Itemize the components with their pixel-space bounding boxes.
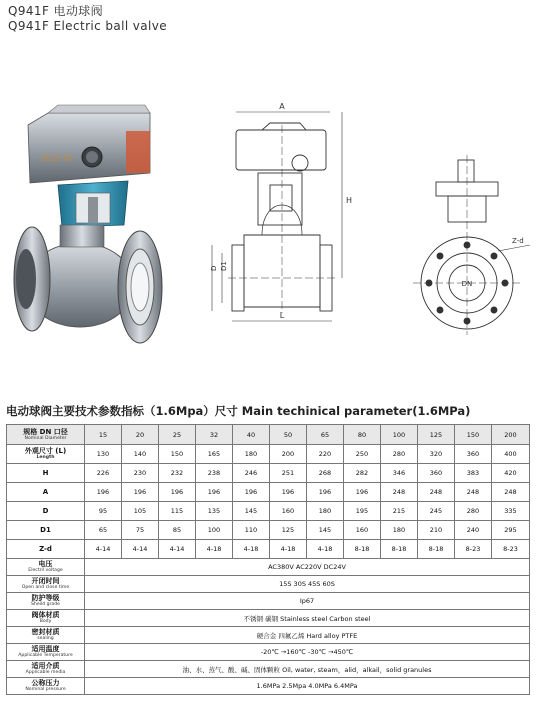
dimension-D-label: D bbox=[210, 265, 218, 271]
table-cell: 360 bbox=[455, 445, 492, 464]
table-cell: 248 bbox=[418, 483, 455, 502]
row-label-cell bbox=[7, 483, 85, 502]
valve-illustration bbox=[0, 85, 546, 350]
row-label-cell bbox=[7, 610, 85, 627]
table-cell: 280 bbox=[455, 502, 492, 521]
dimension-DN-label: DN bbox=[461, 280, 473, 288]
dimension-D1-label: D1 bbox=[220, 261, 228, 271]
table-cell: 245 bbox=[418, 502, 455, 521]
table-cell: 110 bbox=[233, 521, 270, 540]
table-row bbox=[7, 661, 530, 678]
table-cell: 4-18 bbox=[233, 540, 270, 559]
merged-value-cell: 15S 30S 45S 60S bbox=[85, 576, 530, 593]
table-cell: 140 bbox=[122, 445, 159, 464]
table-cell: 248 bbox=[455, 483, 492, 502]
row-label-en: Nominal pressure bbox=[25, 687, 66, 692]
size-header-cell: 65 bbox=[307, 425, 344, 445]
row-label: Z-d bbox=[39, 545, 52, 553]
row-label: H bbox=[42, 469, 49, 477]
merged-value-cell: 油、水、蒸气、酸、碱、固体颗粒 Oil, water, steam，alid，alkail，solid granules bbox=[85, 661, 530, 678]
table-cell: 165 bbox=[196, 445, 233, 464]
table-cell: 248 bbox=[492, 483, 530, 502]
table-cell: 4-14 bbox=[159, 540, 196, 559]
table-cell: 4-14 bbox=[85, 540, 122, 559]
row-label-zh: 密封材质 bbox=[31, 628, 60, 636]
table-cell: 4-18 bbox=[307, 540, 344, 559]
table-cell: 210 bbox=[418, 521, 455, 540]
table-cell: 215 bbox=[381, 502, 418, 521]
size-header-cell: 20 bbox=[122, 425, 159, 445]
table-cell: 268 bbox=[307, 464, 344, 483]
row-label-en: Electril voltage bbox=[28, 568, 63, 573]
table-cell: 220 bbox=[307, 445, 344, 464]
row-label-cell bbox=[7, 678, 85, 695]
table-cell: 196 bbox=[159, 483, 196, 502]
header-label-zh: 规格 DN 口径 bbox=[23, 427, 68, 436]
table-row bbox=[7, 576, 530, 593]
table-cell: 115 bbox=[159, 502, 196, 521]
table-row bbox=[7, 521, 530, 540]
row-label-en: Open and close time bbox=[21, 585, 70, 590]
row-label: D1 bbox=[40, 526, 51, 534]
merged-value-cell: 1.6MPa 2.5Mpa 4.0MPa 6.4MPa bbox=[85, 678, 530, 695]
table-cell: 196 bbox=[233, 483, 270, 502]
table-cell: 180 bbox=[307, 502, 344, 521]
row-label-en: Length bbox=[36, 455, 55, 460]
table-row bbox=[7, 483, 530, 502]
table-cell: 200 bbox=[270, 445, 307, 464]
table-cell: 4-18 bbox=[196, 540, 233, 559]
table-cell: 282 bbox=[344, 464, 381, 483]
table-cell: 335 bbox=[492, 502, 530, 521]
valve-photo bbox=[14, 105, 162, 343]
row-label-cell bbox=[7, 502, 85, 521]
table-cell: 85 bbox=[159, 521, 196, 540]
header-label-cell bbox=[7, 425, 85, 445]
row-label-zh: 适用温度 bbox=[31, 645, 60, 653]
table-cell: 150 bbox=[159, 445, 196, 464]
table-cell: 383 bbox=[455, 464, 492, 483]
table-cell: 360 bbox=[418, 464, 455, 483]
table-cell: 4-14 bbox=[122, 540, 159, 559]
table-cell: 346 bbox=[381, 464, 418, 483]
table-cell: 180 bbox=[381, 521, 418, 540]
table-cell: 320 bbox=[418, 445, 455, 464]
table-row bbox=[7, 593, 530, 610]
table-cell: 100 bbox=[196, 521, 233, 540]
table-cell: 280 bbox=[381, 445, 418, 464]
table-cell: 75 bbox=[122, 521, 159, 540]
table-cell: 8-18 bbox=[344, 540, 381, 559]
table-cell: 226 bbox=[85, 464, 122, 483]
size-header-cell: 15 bbox=[85, 425, 122, 445]
row-label: 外观尺寸 (L) bbox=[24, 447, 67, 455]
table-cell: 180 bbox=[233, 445, 270, 464]
row-label: D bbox=[42, 507, 49, 515]
dimension-H-label: H bbox=[346, 196, 353, 205]
table-row bbox=[7, 678, 530, 695]
table-cell: 295 bbox=[492, 521, 530, 540]
table-cell: 196 bbox=[196, 483, 233, 502]
table-cell: 250 bbox=[344, 445, 381, 464]
actuator-label: HLZ-10 bbox=[42, 154, 73, 163]
row-label-zh: 阀体材质 bbox=[31, 611, 60, 619]
row-label-cell bbox=[7, 593, 85, 610]
table-row bbox=[7, 464, 530, 483]
table-cell: 196 bbox=[85, 483, 122, 502]
table-cell: 240 bbox=[455, 521, 492, 540]
row-label-cell bbox=[7, 644, 85, 661]
merged-value-cell: AC380V AC220V DC24V bbox=[85, 559, 530, 576]
spec-heading: 电动球阀主要技术参数指标（1.6Mpa）尺寸 Main techinical parameter(1.6MPa) bbox=[6, 404, 471, 418]
valve-end-drawing bbox=[413, 155, 530, 335]
row-label-cell bbox=[7, 540, 85, 559]
valve-side-drawing bbox=[210, 102, 352, 321]
dimension-L-label: L bbox=[279, 311, 285, 320]
title-block bbox=[8, 4, 167, 34]
row-label-en: Sheild grade bbox=[31, 602, 60, 607]
row-label-en: Body bbox=[39, 619, 52, 624]
table-cell: 8-18 bbox=[418, 540, 455, 559]
table-cell: 196 bbox=[344, 483, 381, 502]
merged-value-cell: 硬合金 四氟乙烯 Hard alloy PTFE bbox=[85, 627, 530, 644]
table-cell: 8-18 bbox=[381, 540, 418, 559]
row-label-zh: 开闭时间 bbox=[31, 577, 60, 585]
table-cell: 251 bbox=[270, 464, 307, 483]
table-cell: 400 bbox=[492, 445, 530, 464]
table-cell: 195 bbox=[344, 502, 381, 521]
table-cell: 145 bbox=[307, 521, 344, 540]
spec-table bbox=[6, 424, 530, 695]
product-title-en: Q941F Electric ball valve bbox=[8, 19, 168, 33]
size-header-cell: 150 bbox=[455, 425, 492, 445]
size-header-cell: 80 bbox=[344, 425, 381, 445]
row-label-zh: 防护等级 bbox=[31, 594, 60, 602]
table-cell: 196 bbox=[122, 483, 159, 502]
table-cell: 145 bbox=[233, 502, 270, 521]
row-label-cell bbox=[7, 661, 85, 678]
table-cell: 8-23 bbox=[455, 540, 492, 559]
table-cell: 4-18 bbox=[270, 540, 307, 559]
table-row bbox=[7, 627, 530, 644]
table-cell: 230 bbox=[122, 464, 159, 483]
row-label-cell bbox=[7, 559, 85, 576]
table-cell: 196 bbox=[307, 483, 344, 502]
row-label-zh: 公称压力 bbox=[31, 679, 60, 687]
size-header-cell: 50 bbox=[270, 425, 307, 445]
size-header-cell: 200 bbox=[492, 425, 530, 445]
table-cell: 160 bbox=[270, 502, 307, 521]
table-cell: 420 bbox=[492, 464, 530, 483]
row-label-zh: 电压 bbox=[38, 560, 53, 568]
table-cell: 248 bbox=[381, 483, 418, 502]
row-label: A bbox=[42, 488, 49, 496]
table-cell: 196 bbox=[270, 483, 307, 502]
merged-value-cell: Ip67 bbox=[85, 593, 530, 610]
size-header-cell: 32 bbox=[196, 425, 233, 445]
table-cell: 125 bbox=[270, 521, 307, 540]
table-cell: 232 bbox=[159, 464, 196, 483]
table-cell: 160 bbox=[344, 521, 381, 540]
row-label-zh: 适用介质 bbox=[31, 662, 60, 670]
row-label-cell bbox=[7, 576, 85, 593]
table-cell: 238 bbox=[196, 464, 233, 483]
table-cell: 246 bbox=[233, 464, 270, 483]
table-header-row bbox=[7, 425, 530, 445]
row-label-cell bbox=[7, 627, 85, 644]
dimension-A-label: A bbox=[279, 102, 285, 111]
row-label-en: sealing bbox=[37, 636, 54, 641]
row-label-cell bbox=[7, 521, 85, 540]
table-row bbox=[7, 445, 530, 464]
table-cell: 135 bbox=[196, 502, 233, 521]
table-row bbox=[7, 502, 530, 521]
table-cell: 65 bbox=[85, 521, 122, 540]
row-label-cell bbox=[7, 464, 85, 483]
table-row bbox=[7, 540, 530, 559]
size-header-cell: 40 bbox=[233, 425, 270, 445]
table-row bbox=[7, 610, 530, 627]
table-cell: 95 bbox=[85, 502, 122, 521]
row-label-en: Applicable Temperature bbox=[18, 653, 73, 658]
row-label-cell bbox=[7, 445, 85, 464]
merged-value-cell: 不锈钢 碳钢 Stainless steel Carbon steel bbox=[85, 610, 530, 627]
row-label-en: Applicable media bbox=[25, 670, 66, 675]
merged-value-cell: -20℃ →160℃ -30℃ →450℃ bbox=[85, 644, 530, 661]
size-header-cell: 100 bbox=[381, 425, 418, 445]
table-row bbox=[7, 644, 530, 661]
product-title-zh: Q941F 电动球阀 bbox=[8, 4, 104, 18]
size-header-cell: 125 bbox=[418, 425, 455, 445]
table-cell: 105 bbox=[122, 502, 159, 521]
size-header-cell: 25 bbox=[159, 425, 196, 445]
dimension-Zd-label: Z-d bbox=[512, 237, 524, 245]
header-label-en: Nominal Diameter bbox=[24, 435, 67, 441]
table-cell: 8-23 bbox=[492, 540, 530, 559]
table-cell: 130 bbox=[85, 445, 122, 464]
table-row bbox=[7, 559, 530, 576]
